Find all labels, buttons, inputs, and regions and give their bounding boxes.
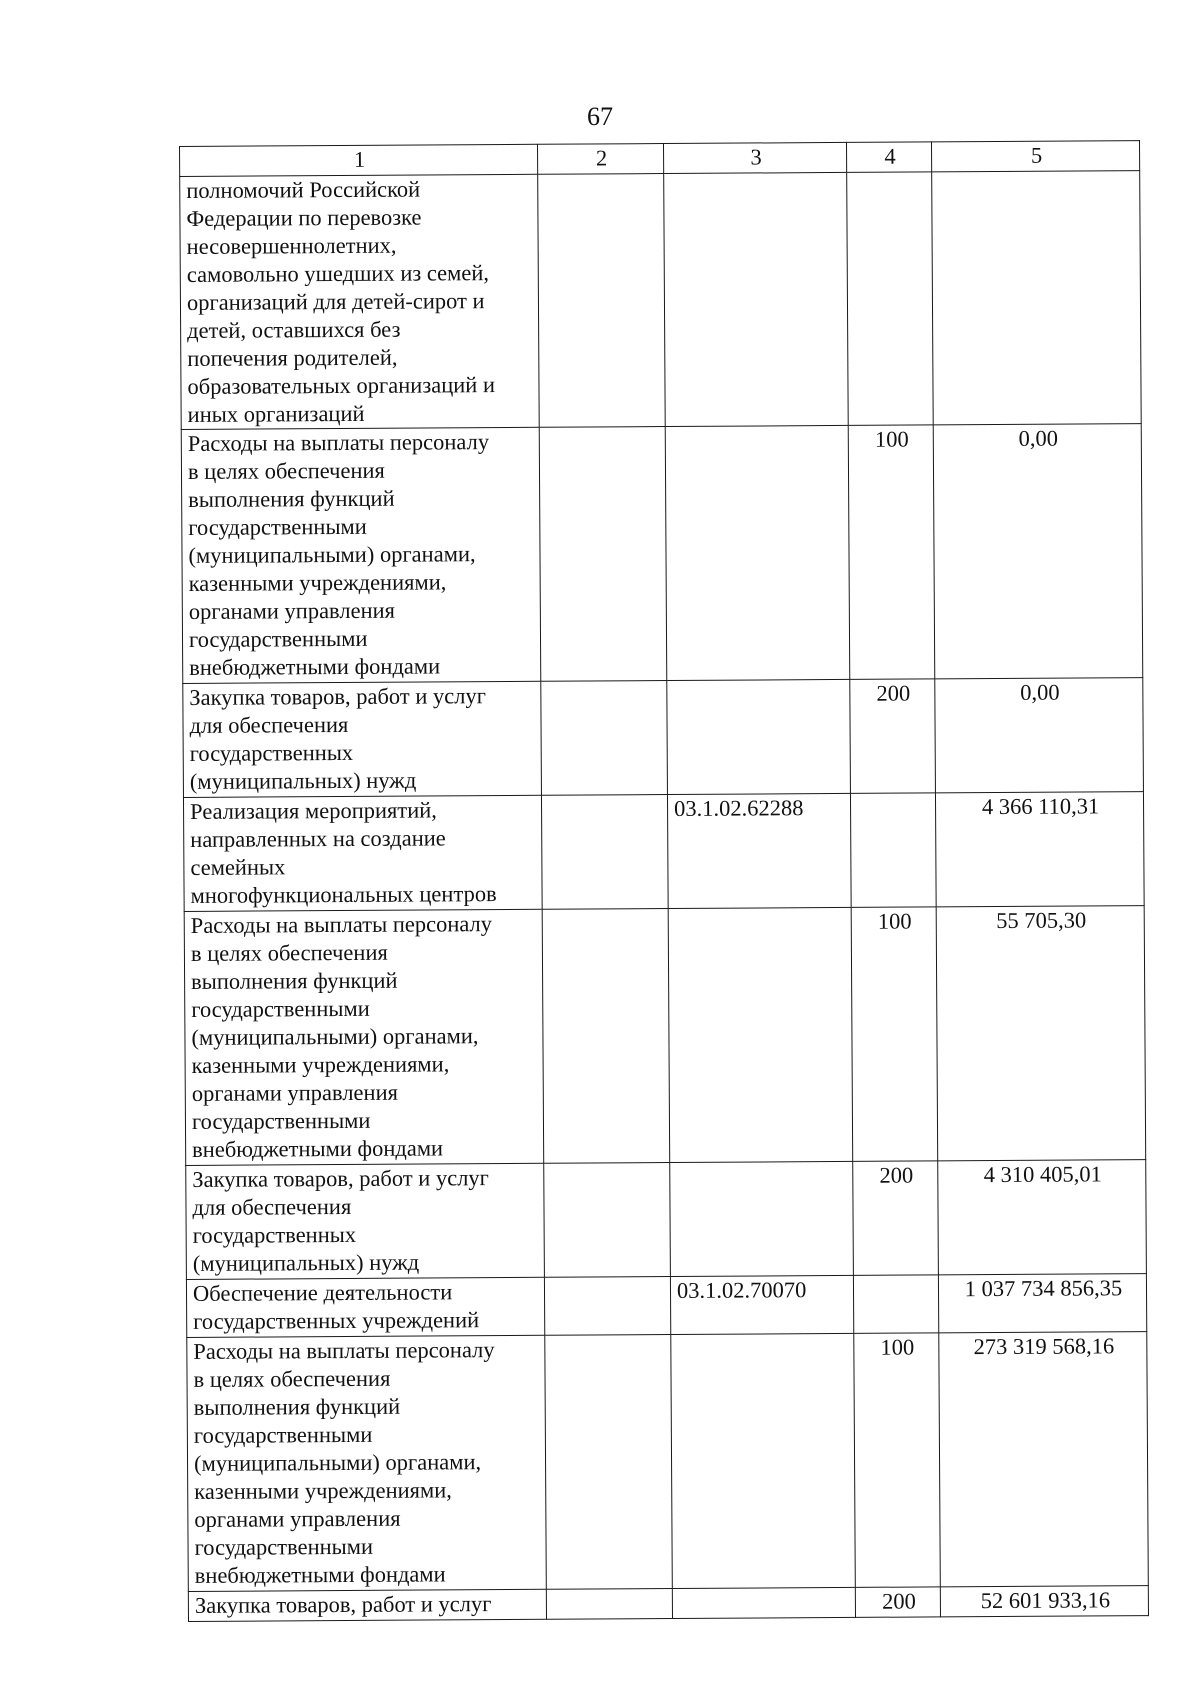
row-col2 — [545, 1335, 673, 1590]
table-row — [186, 1160, 1147, 1280]
row-amount: 0,00 — [933, 424, 1143, 679]
row-description: Обеспечение деятельности государственных учреждений — [186, 1277, 544, 1337]
row-amount: 4 310 405,01 — [938, 1160, 1147, 1275]
row-expense-type — [853, 1275, 938, 1334]
row-col2 — [539, 427, 667, 682]
row-target-code — [670, 1161, 854, 1276]
table-row — [183, 792, 1144, 912]
column-header-4: 4 — [846, 142, 931, 173]
row-amount: 55 705,30 — [936, 906, 1146, 1161]
budget-table — [179, 140, 1149, 1622]
column-header-1: 1 — [180, 144, 538, 176]
row-col2 — [544, 1277, 670, 1336]
row-expense-type: 100 — [854, 1333, 941, 1588]
table-row — [184, 906, 1146, 1166]
row-amount — [932, 171, 1142, 425]
row-col2 — [546, 1589, 672, 1620]
row-target-code — [672, 1587, 855, 1618]
row-target-code: 03.1.02.62288 — [667, 793, 851, 908]
row-target-code — [671, 1333, 856, 1588]
row-description: полномочий Российской Федерации по перевозке несовершеннолетних, самовольно ушедших из семей, организаций для детей-сирот и детей, оставшихся без попечения родителей, образовательных организаций и иных организаций — [180, 174, 540, 429]
row-description: Закупка товаров, работ и услуг для обеспечения государственных (муниципальных) нужд — [183, 681, 542, 797]
row-expense-type: 200 — [850, 679, 936, 794]
table-row — [181, 424, 1143, 684]
row-col2 — [541, 681, 668, 796]
row-description: Закупка товаров, работ и услуг — [188, 1589, 546, 1621]
table-row — [180, 171, 1142, 430]
row-target-code — [665, 425, 850, 680]
row-expense-type — [850, 793, 936, 908]
table-row — [186, 1274, 1146, 1338]
row-amount: 4 366 110,31 — [935, 792, 1144, 907]
row-target-code — [664, 172, 849, 426]
row-amount: 52 601 933,16 — [940, 1586, 1148, 1617]
row-target-code — [667, 679, 851, 794]
row-col2 — [544, 1163, 671, 1278]
column-header-5: 5 — [931, 141, 1139, 172]
row-amount: 273 319 568,16 — [939, 1332, 1149, 1587]
row-amount: 1 037 734 856,35 — [938, 1274, 1146, 1333]
row-expense-type: 200 — [855, 1587, 940, 1618]
row-col2 — [541, 795, 668, 910]
row-description: Расходы на выплаты персоналу в целях обеспечения выполнения функций государственными (муниципальными) органами, казенными учреждениями, органами управления государственными внебюджетными фондами — [187, 1335, 547, 1591]
column-header-2: 2 — [537, 144, 663, 175]
row-amount: 0,00 — [935, 678, 1144, 793]
row-target-code — [668, 907, 853, 1162]
row-expense-type — [847, 172, 934, 426]
row-description: Расходы на выплаты персоналу в целях обеспечения выполнения функций государственными (муниципальными) органами, казенными учреждениями, органами управления государственными внебюджетными фондами — [181, 427, 541, 683]
row-description: Расходы на выплаты персоналу в целях обеспечения выполнения функций государственными (муниципальными) органами, казенными учреждениями, органами управления государственными внебюджетными фондами — [184, 909, 544, 1165]
page-number: 67 — [587, 102, 613, 131]
row-description: Закупка товаров, работ и услуг для обеспечения государственных (муниципальных) нужд — [186, 1163, 545, 1279]
row-col2 — [542, 909, 670, 1164]
row-expense-type: 200 — [853, 1161, 939, 1276]
row-description: Реализация мероприятий, направленных на создание семейных многофункциональных центров — [183, 795, 542, 911]
row-target-code: 03.1.02.70070 — [670, 1275, 853, 1334]
table-row — [187, 1332, 1149, 1592]
column-header-3: 3 — [663, 142, 846, 173]
row-col2 — [538, 174, 666, 428]
table-row — [183, 678, 1144, 798]
table-row — [188, 1586, 1148, 1622]
row-expense-type: 100 — [851, 907, 938, 1162]
row-expense-type: 100 — [848, 425, 935, 680]
